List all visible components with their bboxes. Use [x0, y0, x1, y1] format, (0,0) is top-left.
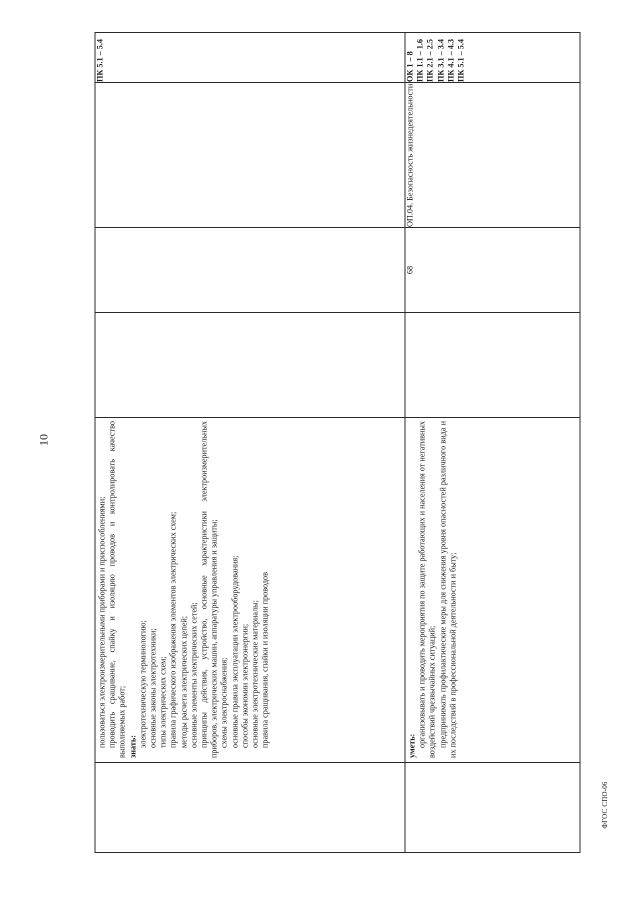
description-line: правила графического изображения элементов электрических схем; [168, 511, 178, 748]
hours-cell [95, 228, 405, 313]
max-load-cell [405, 313, 580, 418]
competency-code: ПК 4.1 – 4.3 [446, 38, 456, 82]
page-number: 10 [36, 434, 51, 446]
footer-code: ФГОС СПО-06 [601, 781, 609, 829]
discipline-cell [95, 83, 405, 228]
description-line: типы электрических схем; [158, 656, 168, 748]
description-line: электротехническую терминологию; [138, 620, 148, 748]
competencies-cell [405, 33, 580, 83]
competency-code: ОК 1 – 8 [405, 51, 415, 82]
description-line: основные элементы электрических сетей; [189, 602, 199, 748]
hours-cell: 68 [405, 228, 580, 313]
standard-table [95, 32, 581, 853]
description-cell [405, 418, 580, 763]
section-label: уметь: [407, 733, 417, 758]
description-text [406, 418, 459, 762]
max-load-cell [95, 313, 405, 418]
table-row [405, 33, 580, 853]
discipline-cell: ОП.04. Безопасность жизнедеятельности [405, 83, 580, 228]
description-text [96, 418, 271, 762]
competency-code: ПК 5.1 – 5.4 [456, 38, 466, 82]
code-cell [405, 763, 580, 853]
description-line: схемы электроснабжения; [219, 657, 229, 748]
competency-list [96, 33, 106, 82]
code-cell [95, 763, 405, 853]
table-row [95, 33, 405, 853]
description-line: принципы действия, устройство, основные характеристики электроизмерительных приборов, электрических машин, аппаратуры управления и защиты; [199, 421, 219, 758]
rotated-page-content [95, 33, 580, 853]
competency-code: ПК 3.1 – 3.4 [436, 38, 446, 82]
description-line: основные электротехнические материалы; [250, 600, 260, 748]
description-line: методы расчета электрических цепей; [179, 615, 189, 748]
description-line: правила сращивания, спайки и изоляции проводов [260, 571, 270, 748]
section-label: знать: [128, 735, 138, 758]
description-line: пользоваться электроизмерительными приборами и приспособлениями; [97, 496, 107, 748]
description-cell [95, 418, 405, 763]
competency-code: ПК 1.1 – 1.6 [415, 38, 425, 82]
description-line: способы экономии электроэнергии; [240, 623, 250, 748]
competency-list [406, 33, 467, 82]
description-line: основные правила эксплуатации электрооборудования; [230, 555, 240, 748]
description-line: основные законы электротехники; [148, 628, 158, 748]
description-line: предпринимать профилактические меры для снижения уровня опасностей различного вида и их последствий в профессиональной деятельности и быту; [438, 421, 458, 758]
description-line: организовывать и проводить мероприятия по защите работающих и населения от негативных воздействий чрезвычайных ситуаций; [417, 421, 437, 758]
competency-code: ПК 2.1 – 2.5 [425, 38, 435, 82]
description-line: проводить сращивание, спайку и изоляцию проводов и контролировать качество выполняемых работ; [107, 421, 127, 758]
competencies-cell [95, 33, 405, 83]
competency-code: ПК 5.1 – 5.4 [95, 38, 105, 82]
